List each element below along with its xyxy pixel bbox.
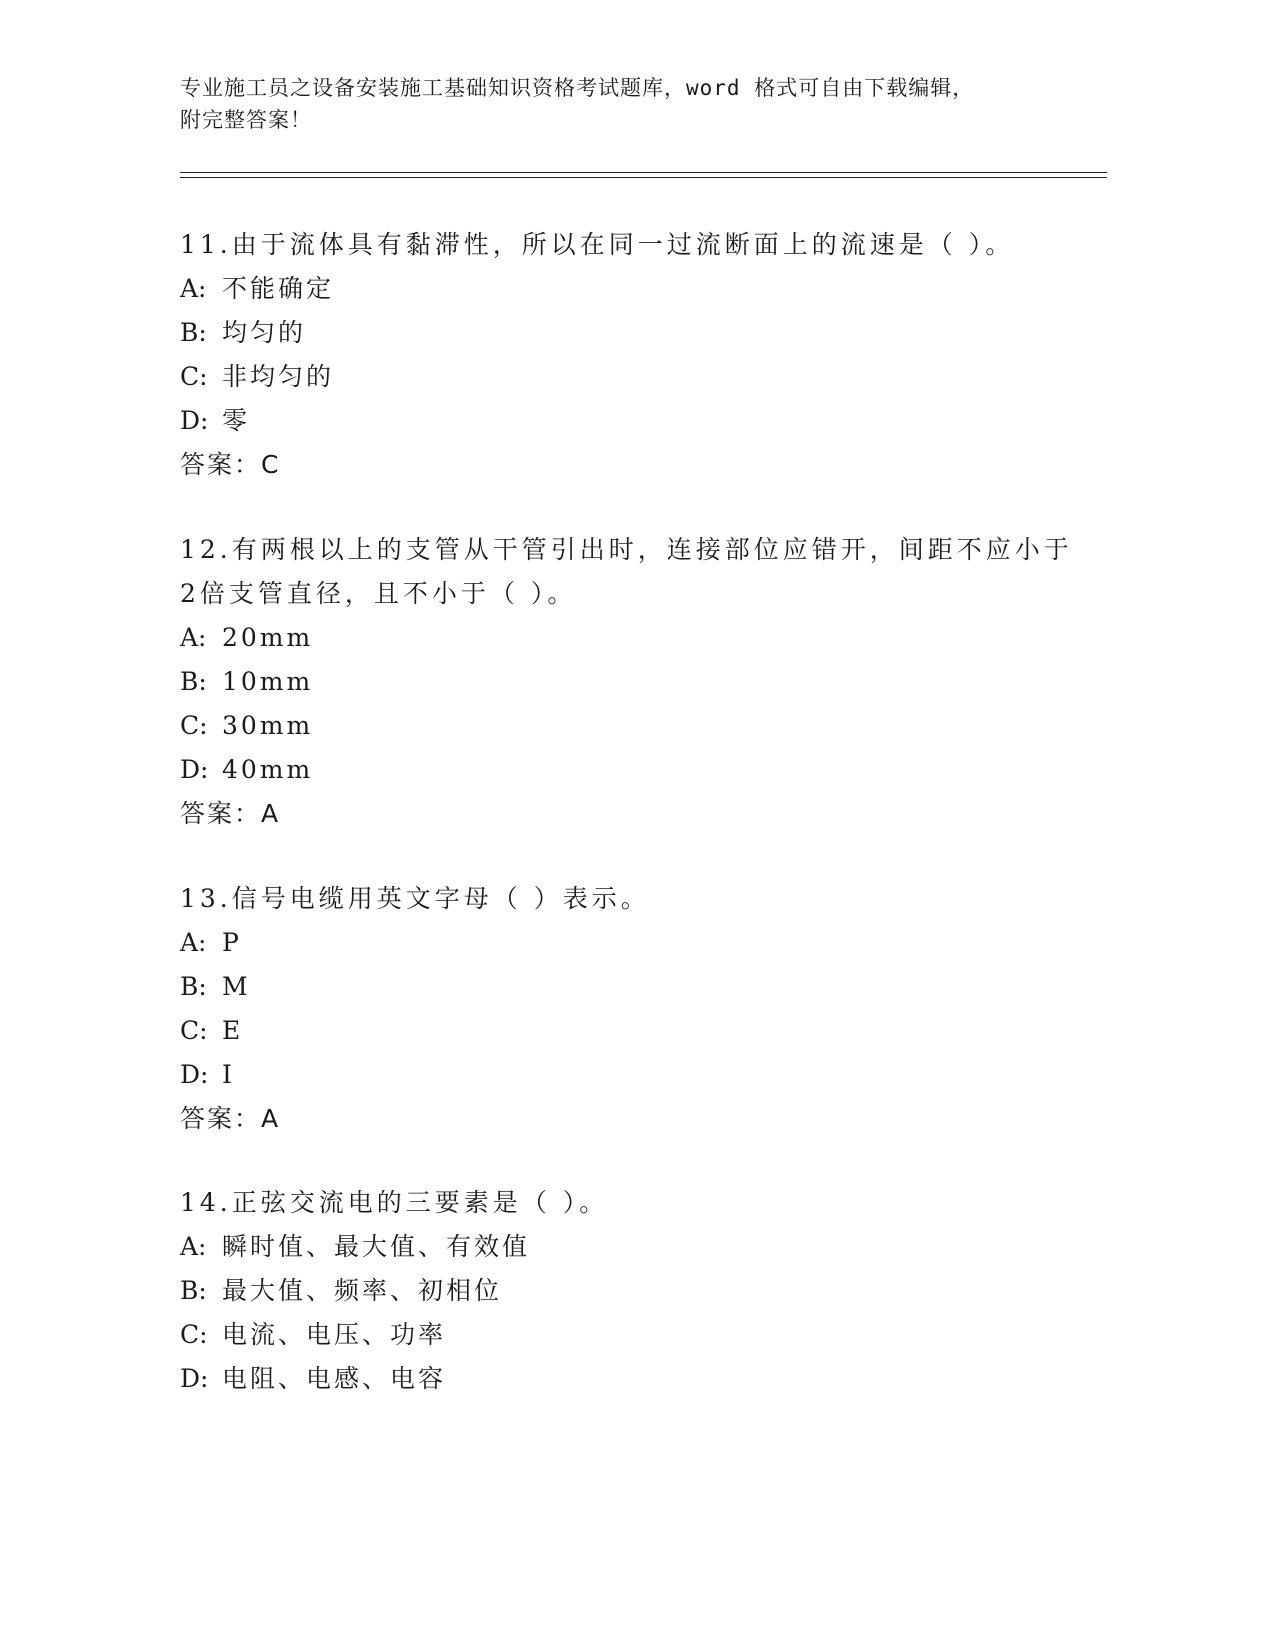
header-divider-top bbox=[180, 172, 1107, 173]
option-d bbox=[180, 748, 1080, 792]
option-text: 最大值、频率、初相位 bbox=[222, 1276, 503, 1305]
question-14 bbox=[180, 1181, 1080, 1401]
option-key: C: bbox=[180, 1320, 208, 1349]
answer-line: 答案：C bbox=[180, 450, 281, 479]
option-text: 20mm bbox=[222, 623, 314, 652]
answer-line: 答案：A bbox=[180, 1104, 281, 1133]
header-line-2: 附完整答案！ bbox=[180, 108, 312, 132]
question-stem-line-1: 12.有两根以上的支管从干管引出时，连接部位应错开，间距不应小于 bbox=[180, 535, 1073, 564]
header-divider-bottom bbox=[180, 177, 1107, 178]
option-key: B: bbox=[180, 972, 207, 1001]
option-text: 非均匀的 bbox=[222, 362, 335, 391]
option-key: B: bbox=[180, 1276, 207, 1305]
option-a bbox=[180, 921, 1080, 965]
option-key: A: bbox=[180, 928, 207, 957]
option-d bbox=[180, 1053, 1080, 1097]
option-text: 均匀的 bbox=[222, 318, 307, 347]
option-key: D: bbox=[180, 1060, 209, 1089]
option-key: B: bbox=[180, 667, 207, 696]
option-b bbox=[180, 660, 1080, 704]
question-11 bbox=[180, 223, 1080, 487]
question-stem-line-2: 2倍支管直径，且不小于（ ）。 bbox=[180, 579, 577, 608]
option-b bbox=[180, 311, 1080, 355]
option-d bbox=[180, 1357, 1080, 1401]
option-key: A: bbox=[180, 623, 207, 652]
option-c bbox=[180, 1009, 1080, 1053]
option-key: D: bbox=[180, 755, 209, 784]
option-key: D: bbox=[180, 1364, 209, 1393]
option-text: 30mm bbox=[222, 711, 314, 740]
option-d bbox=[180, 399, 1080, 443]
option-text: 40mm bbox=[222, 755, 314, 784]
question-stem: 11.由于流体具有黏滞性，所以在同一过流断面上的流速是（ ）。 bbox=[180, 230, 1015, 259]
option-key: A: bbox=[180, 274, 207, 303]
option-key: A: bbox=[180, 1232, 207, 1261]
answer-line: 答案：A bbox=[180, 799, 281, 828]
option-a bbox=[180, 616, 1080, 660]
option-key: B: bbox=[180, 318, 207, 347]
option-c bbox=[180, 704, 1080, 748]
option-text: M bbox=[222, 972, 251, 1001]
option-b bbox=[180, 965, 1080, 1009]
document-header bbox=[180, 72, 1080, 136]
option-key: C: bbox=[180, 362, 208, 391]
option-text: I bbox=[222, 1060, 235, 1089]
option-text: E bbox=[222, 1016, 244, 1045]
question-13 bbox=[180, 877, 1080, 1141]
question-stem: 14.正弦交流电的三要素是（ ）。 bbox=[180, 1188, 609, 1217]
option-text: P bbox=[222, 928, 242, 957]
option-a bbox=[180, 267, 1080, 311]
option-b bbox=[180, 1269, 1080, 1313]
option-text: 不能确定 bbox=[222, 274, 335, 303]
option-text: 电流、电压、功率 bbox=[222, 1320, 447, 1349]
option-key: C: bbox=[180, 1016, 208, 1045]
question-12 bbox=[180, 528, 1080, 836]
option-text: 电阻、电感、电容 bbox=[222, 1364, 447, 1393]
question-stem: 13.信号电缆用英文字母（ ）表示。 bbox=[180, 884, 650, 913]
option-text: 零 bbox=[222, 406, 251, 435]
header-line-1: 专业施工员之设备安装施工基础知识资格考试题库，word 格式可自由下载编辑， bbox=[180, 76, 975, 100]
option-key: C: bbox=[180, 711, 208, 740]
option-key: D: bbox=[180, 406, 209, 435]
option-text: 瞬时值、最大值、有效值 bbox=[222, 1232, 531, 1261]
option-c bbox=[180, 355, 1080, 399]
option-text: 10mm bbox=[222, 667, 314, 696]
option-a bbox=[180, 1225, 1080, 1269]
option-c bbox=[180, 1313, 1080, 1357]
